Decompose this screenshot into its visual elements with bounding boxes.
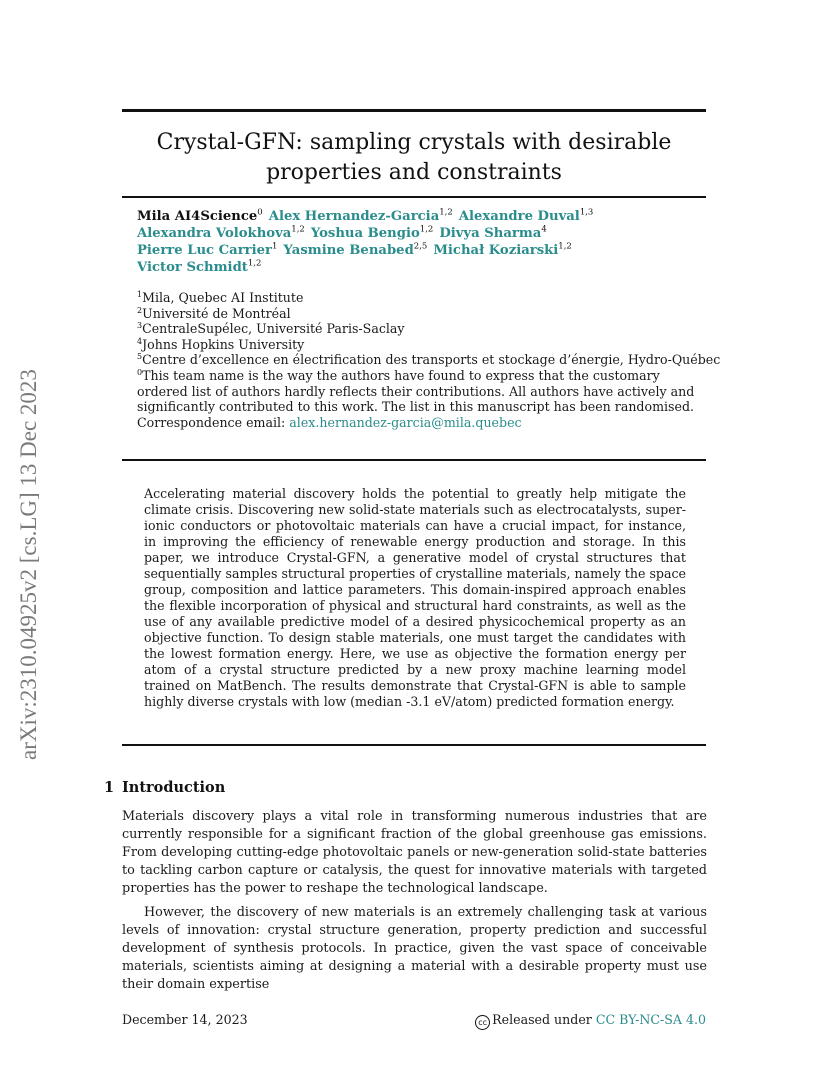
affiliation-text: CentraleSupélec, Université Paris-Saclay (142, 321, 405, 337)
author-list (137, 208, 697, 276)
creative-commons-icon: cc (475, 1015, 490, 1030)
affiliation-marker: 5 (137, 352, 143, 362)
team-note-line: significantly contributed to this work. The list in this manuscript has been randomised. (137, 399, 695, 415)
title-rule-bottom (122, 196, 706, 198)
affiliation-marker: 1,3 (579, 207, 594, 218)
author-line (137, 225, 697, 242)
footer-date: December 14, 2023 (122, 1012, 248, 1027)
affiliation-marker: 1,2 (419, 224, 434, 235)
license-link[interactable]: CC BY-NC-SA 4.0 (595, 1012, 706, 1027)
author-name-text: Yasmine Benabed (283, 243, 414, 258)
author-name-text: Mila AI4Science (137, 209, 258, 224)
team-note-line: ordered list of authors hardly reflects their contributions. All authors have actively and (137, 383, 695, 399)
abstract-rule-bottom (122, 744, 706, 746)
affiliation (137, 290, 712, 306)
author-name-text: Victor Schmidt (137, 260, 248, 275)
author-name[interactable] (439, 226, 546, 241)
author-name-text: Michał Koziarski (433, 243, 559, 258)
author-name[interactable] (137, 226, 305, 241)
author-line (137, 208, 697, 225)
affiliation-marker: 3 (137, 321, 143, 330)
correspondence-email-link[interactable]: alex.hernandez-garcia@mila.quebec (289, 414, 522, 430)
author-name[interactable] (459, 209, 594, 224)
team-note (137, 368, 712, 384)
team-note-marker: 0 (137, 367, 143, 377)
affiliation (137, 337, 712, 353)
affiliation-marker: 1,2 (291, 224, 305, 235)
team-name (137, 209, 263, 224)
author-line (137, 242, 697, 259)
affiliations (137, 289, 721, 430)
author-name[interactable] (269, 209, 453, 224)
affiliation-text: Université de Montréal (142, 305, 291, 321)
author-name-text: Yoshua Bengio (310, 226, 420, 241)
affiliation-marker: 1,2 (439, 207, 453, 218)
author-line (137, 259, 697, 276)
author-name[interactable] (283, 243, 427, 258)
affiliation-marker: 4 (541, 224, 547, 235)
introduction-body (122, 808, 707, 1000)
author-name-text: Alexandra Volokhova (137, 226, 292, 241)
affiliation-marker: 4 (137, 336, 143, 346)
author-name-text: Divya Sharma (439, 226, 542, 241)
footer-license (475, 1012, 706, 1030)
team-note-line: This team name is the way the authors have found to express that the customary (142, 367, 660, 383)
author-name[interactable] (137, 243, 277, 258)
author-name[interactable] (433, 243, 572, 258)
affiliation (137, 321, 712, 337)
paragraph: However, the discovery of new materials is an extremely challenging task at various levels of innovation: crystal structure generation, property prediction and successful development of synthesis protocols. In practice, given the vast space of conceivable materials, scientists aiming at designing a material with a desirable property must use their domain expertise (122, 905, 707, 992)
section-heading (104, 779, 225, 796)
author-name-text: Alex Hernandez-Garcia (268, 209, 440, 224)
correspondence-label: Correspondence email: (137, 414, 290, 430)
paragraph: Materials discovery plays a vital role in transforming numerous industries that are currently responsible for a significant fraction of the global greenhouse gas emissions. From developing cutting-edge photovoltaic panels or new-generation solid-state batteries to tackling carbon capture or catalysis, the quest for innovative materials with targeted properties has the power to reshape the technological landscape. (122, 809, 707, 896)
affiliation-text: Centre d’excellence en électrification des transports et stockage d’énergie, Hydro-Québec (142, 352, 721, 368)
affiliation-marker: 2 (137, 305, 143, 315)
affiliation (137, 352, 721, 368)
affiliation-marker: 1 (271, 241, 278, 252)
affiliation-marker: 1,2 (558, 241, 572, 252)
author-name[interactable] (137, 260, 261, 275)
abstract: Accelerating material discovery holds the potential to greatly help mitigate the climate crisis. Discovering new solid-state materials such as electrocatalysts, super-ionic conductors or photovoltaic materials can have a crucial impact, for instance, in improving the efficiency of renewable energy production and storage. In this paper, we introduce Crystal-GFN, a generative model of crystal structures that sequentially samples structural properties of crystalline materials, namely the space group, composition and lattice parameters. This domain-inspired approach enables the flexible incorporation of physical and structural hard constraints, as well as the use of any available predictive model of a desired physicochemical property as an objective function. To design stable materials, one must target the candidates with the lowest formation energy. Here, we use as objective the formation energy per atom of a crystal structure predicted by a new proxy machine learning model trained on MatBench. The results demonstrate that Crystal-GFN is able to sample highly diverse crystals with low (median -3.1 eV/atom) predicted formation energy. (144, 486, 686, 709)
abstract-rule-top (122, 459, 706, 461)
affiliation-text: Mila, Quebec AI Institute (142, 290, 304, 305)
license-prefix: Released under (492, 1012, 596, 1027)
affiliation-marker: 1,2 (247, 258, 262, 269)
arxiv-identifier: arXiv:2310.04925v2 [cs.LG] 13 Dec 2023 (16, 369, 41, 760)
affiliation-marker: 2,5 (413, 241, 428, 252)
affiliation-text: Johns Hopkins University (142, 336, 305, 352)
affiliation-list (137, 289, 721, 368)
title-rule-top (122, 109, 706, 112)
affiliation-marker: 0 (257, 207, 263, 218)
affiliation (137, 306, 712, 322)
section-title: Introduction (122, 779, 226, 796)
paper-title: Crystal-GFN: sampling crystals with desirable properties and constraints (156, 130, 672, 185)
affiliation-marker: 1 (137, 289, 143, 299)
author-name-text: Alexandre Duval (458, 209, 580, 224)
section-number: 1 (104, 779, 115, 796)
author-name[interactable] (311, 226, 433, 241)
correspondence (137, 415, 712, 431)
author-name-text: Pierre Luc Carrier (137, 243, 272, 258)
